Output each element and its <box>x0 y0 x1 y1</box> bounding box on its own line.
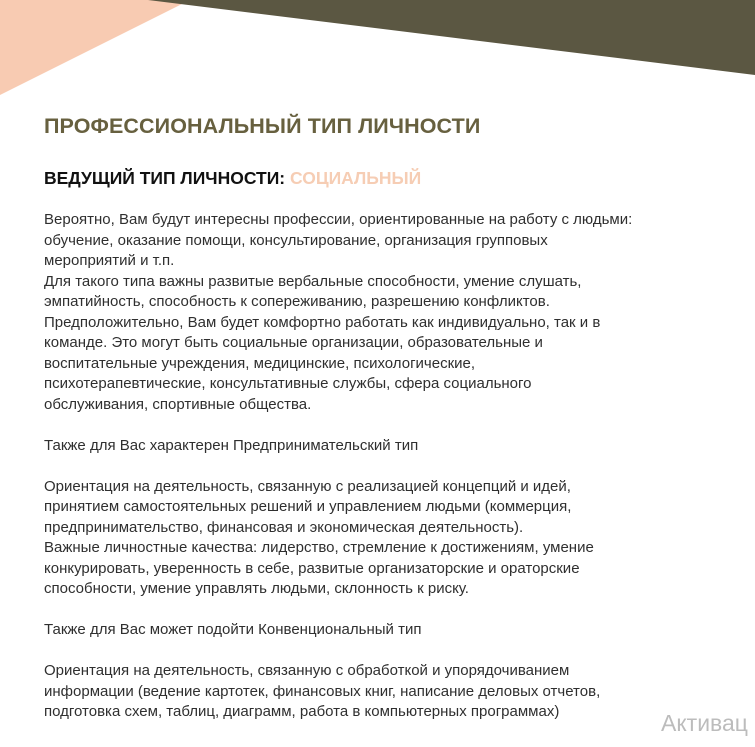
header-decoration <box>0 0 755 110</box>
leading-type-heading <box>44 168 421 189</box>
body-text-line: Также для Вас может подойти Конвенциональный тип <box>44 621 422 638</box>
olive-band-shape <box>148 0 755 75</box>
body-text-line: обучение, оказание помощи, консультирование, организация групповых <box>44 231 548 249</box>
body-text-line: психотерапевтические, консультативные службы, сфера социального <box>44 375 532 392</box>
body-text-line: Важные личностные качества: лидерство, стремление к достижениям, умение <box>44 539 594 556</box>
body-text-line: мероприятий и т.п. <box>44 252 175 269</box>
leading-type-value: СОЦИАЛЬНЫЙ <box>290 168 422 188</box>
paragraph-spacer <box>44 641 744 662</box>
body-text-line: конкурировать, уверенность в себе, развитые организаторские и ораторские <box>44 559 580 577</box>
body-text-line: информации (ведение картотек, финансовых книг, написание деловых отчетов, <box>44 682 601 700</box>
body-text-line: принятием самостоятельных решений и управлением людьми (коммерция, <box>44 498 572 515</box>
paragraph-spacer <box>44 600 744 621</box>
activation-watermark: Активац <box>661 710 748 736</box>
body-text-line: Для такого типа важны развитые вербальные способности, умение слушать, <box>44 272 582 290</box>
body-text-line: подготовка схем, таблиц, диаграмм, работа в компьютерных программах) <box>44 703 560 720</box>
leading-type-label: ВЕДУЩИЙ ТИП ЛИЧНОСТИ: <box>44 168 290 188</box>
body-text-line: способности, умение управлять людьми, склонность к риску. <box>44 580 469 597</box>
page-title: ПРОФЕССИОНАЛЬНЫЙ ТИП ЛИЧНОСТИ <box>44 114 481 138</box>
body-text-line: эмпатийность, способность к сопереживанию, разрешению конфликтов. <box>44 293 550 310</box>
paragraph-spacer <box>44 415 744 436</box>
peach-triangle-shape <box>0 0 190 95</box>
body-text-line: предпринимательство, финансовая и экономическая деятельность). <box>44 518 524 536</box>
body-text-line: обслуживания, спортивные общества. <box>44 395 312 413</box>
document-body <box>44 210 744 723</box>
body-text-line: Ориентация на деятельность, связанную с обработкой и упорядочиванием <box>44 662 570 679</box>
paragraph-spacer <box>44 456 744 477</box>
body-text-line: Также для Вас характерен Предпринимательский тип <box>44 436 419 454</box>
body-text-line: воспитательные учреждения, медицинские, психологические, <box>44 354 476 372</box>
body-text-line: команде. Это могут быть социальные организации, образовательные и <box>44 334 543 351</box>
body-text-line: Ориентация на деятельность, связанную с реализацией концепций и идей, <box>44 477 571 495</box>
body-text-line: Предположительно, Вам будет комфортно работать как индивидуально, так и в <box>44 313 601 331</box>
body-text-line: Вероятно, Вам будут интересны профессии, ориентированные на работу с людьми: <box>44 211 633 228</box>
